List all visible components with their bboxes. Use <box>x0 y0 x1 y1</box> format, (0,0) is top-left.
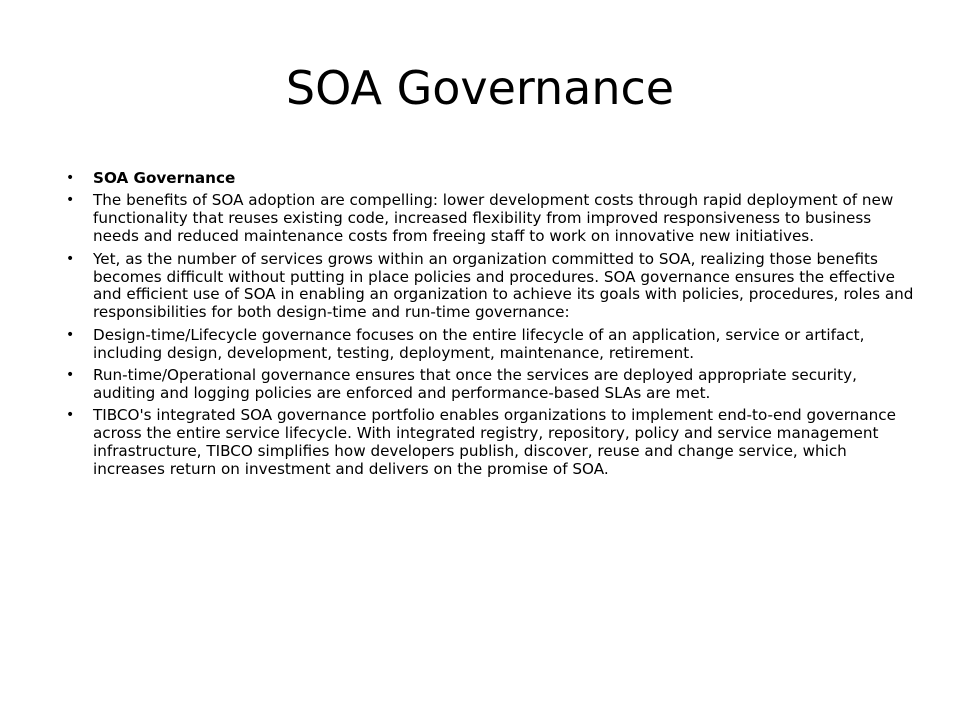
bullet-item <box>66 192 916 246</box>
slide-title: SOA Governance <box>285 61 675 115</box>
bullet-text: TIBCO's integrated SOA governance portfolio enables organizations to implement end-to-end governance across the entire service lifecycle. With integrated registry, repository, policy and service management infrastructure, TIBCO simplifies how developers publish, discover, reuse and change service, which increases return on investment and delivers on the promise of SOA. <box>93 406 896 479</box>
bullet-list <box>66 170 916 484</box>
bullet-item <box>66 407 916 479</box>
bullet-item <box>66 251 916 323</box>
bullet-text: Yet, as the number of services grows within an organization committed to SOA, realizing those benefits becomes difficult without putting in place policies and procedures. SOA governance ensures the effective and efficient use of SOA in enabling an organization to achieve its goals with policies, procedures, roles and responsibilities for both design-time and run-time governance: <box>93 249 914 322</box>
bullet-dot-icon: • <box>66 326 75 343</box>
bullet-item <box>66 170 916 188</box>
bullet-dot-icon: • <box>66 192 75 209</box>
bullet-dot-icon: • <box>66 170 75 186</box>
bullet-item <box>66 367 916 403</box>
bullet-text: Design-time/Lifecycle governance focuses on the entire lifecycle of an application, service or artifact, including design, development, testing, deployment, maintenance, retirement. <box>93 325 865 362</box>
bullet-text: SOA Governance <box>93 169 236 187</box>
bullet-dot-icon: • <box>66 250 75 267</box>
bullet-dot-icon: • <box>66 407 75 424</box>
bullet-item <box>66 327 916 363</box>
bullet-dot-icon: • <box>66 367 75 384</box>
bullet-text: Run-time/Operational governance ensures that once the services are deployed appropriate security, auditing and logging policies are enforced and performance-based SLAs are met. <box>93 366 857 402</box>
bullet-text: The benefits of SOA adoption are compelling: lower development costs through rapid deployment of new functionality that reuses existing code, increased flexibility from improved responsiveness to business needs and reduced maintenance costs from freeing staff to work on innovative new initiatives. <box>93 191 894 246</box>
